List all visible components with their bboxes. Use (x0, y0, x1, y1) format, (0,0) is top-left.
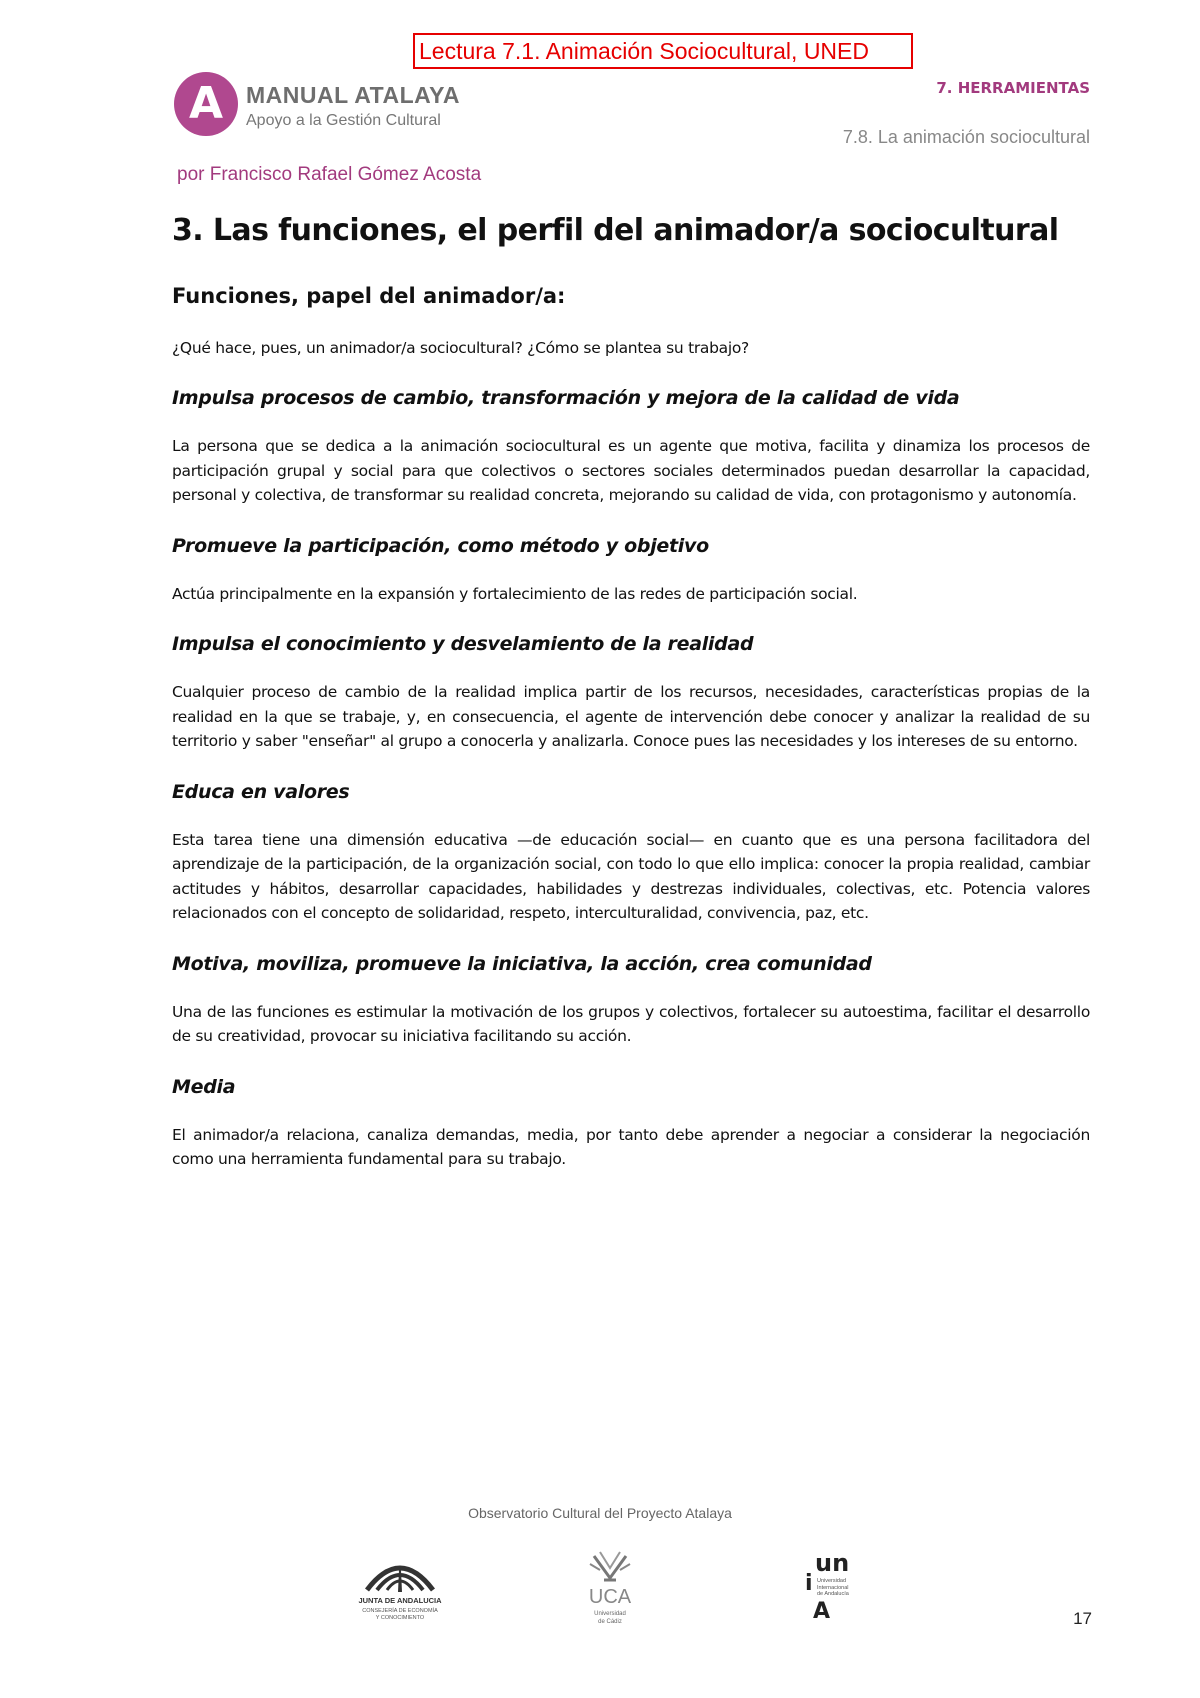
junta-sub-line: Y CONOCIMIENTO (375, 1615, 425, 1621)
function-heading: Motiva, moviliza, promueve la iniciativa, la acción, crea comunidad (172, 952, 872, 975)
main-content (172, 212, 1090, 1172)
footer-text: Observatorio Cultural del Proyecto Atalaya (468, 1505, 732, 1521)
uca-emblem-icon (580, 1548, 640, 1586)
function-text: Esta tarea tiene una dimensión educativa —de educación social— en cuanto que es una persona facilitadora del aprendizaje de la participación, de la organización social, con todo lo que ello implica: conocer la propia realidad, cambiar actitudes y hábitos, desarrollar capacidades, habilidades y destrezas individuales, colectivas, etc. Potencia valores relacionados con el concepto de solidaridad, respeto, interculturalidad, convivencia, paz, etc. (172, 830, 1090, 922)
uca-sub-line: de Cádiz (598, 1619, 622, 1625)
uca-subtitle (580, 1610, 640, 1626)
section-subtitle: Funciones, papel del animador/a: (172, 284, 566, 308)
logo-letter: A (188, 78, 224, 129)
page-title: 3. Las funciones, el perfil del animador/a sociocultural (172, 213, 1059, 248)
junta-andalucia-logo (355, 1548, 445, 1630)
function-heading: Impulsa el conocimiento y desvelamiento de la realidad (172, 633, 754, 655)
lectura-label: Lectura 7.1. Animación Sociocultural, UNED (413, 33, 913, 69)
unia-a: A (813, 1599, 831, 1624)
function-text: La persona que se dedica a la animación sociocultural es un agente que motiva, facilita y dinamiza los procesos de participación grupal y social para que colectivos o sectores sociales determinados puedan desarrollar la capacidad, personal y colectiva, de transformar su realidad concreta, mejorando su calidad de vida, con protagonismo y autonomía. (172, 437, 1090, 504)
function-text: Actúa principalmente en la expansión y fortalecimiento de las redes de participación social. (172, 584, 858, 603)
function-heading: Promueve la participación, como método y objetivo (172, 534, 709, 557)
function-text: Una de las funciones es estimular la motivación de los grupos y colectivos, fortalecer su autoestima, facilitar el desarrollo de su creatividad, provocar su iniciativa facilitando su acción. (172, 1002, 1090, 1045)
junta-sub-line: CONSEJERÍA DE ECONOMÍA (362, 1608, 438, 1614)
function-text: Cualquier proceso de cambio de la realidad implica partir de los recursos, necesidades, características propias de la realidad en la que se trabaje, y, en consecuencia, el agente de intervención debe conocer y analizar la realidad de su territorio y saber "enseñar" al grupo a conocerla y analizarla. Conoce pues las necesidades y los intereses de su entorno. (172, 683, 1090, 750)
unia-sub-line: Universidad (817, 1578, 847, 1584)
unia-sub-line: de Andalucía (817, 1591, 849, 1597)
uca-sub-line: Universidad (594, 1611, 626, 1617)
page-number: 17 (1073, 1609, 1092, 1628)
function-heading: Media (172, 1075, 236, 1098)
manual-atalaya-logo (174, 72, 474, 144)
function-heading: Educa en valores (172, 780, 350, 803)
unia-logo (805, 1549, 885, 1625)
uca-logo (580, 1548, 640, 1638)
uca-name: UCA (588, 1586, 632, 1608)
logo-subtitle: Apoyo a la Gestión Cultural (246, 112, 441, 129)
intro-question: ¿Qué hace, pues, un animador/a sociocultural? ¿Cómo se plantea su trabajo? (172, 339, 749, 357)
junta-subtitle (355, 1608, 445, 1622)
section-label: 7. HERRAMIENTAS (936, 79, 1090, 97)
subsection-label: 7.8. La animación sociocultural (842, 127, 1090, 147)
function-text: El animador/a relaciona, canaliza demandas, media, por tanto debe aprender a negociar a considerar la negociación como una herramienta fundamental para su trabajo. (172, 1125, 1090, 1168)
junta-arcs-icon (355, 1548, 445, 1594)
unia-sub-line: Internacional (817, 1584, 849, 1591)
junta-name: JUNTA DE ANDALUCIA (358, 1596, 442, 1605)
unia-subtitle (817, 1578, 849, 1598)
unia-un: un (815, 1549, 850, 1577)
author-line: por Francisco Rafael Gómez Acosta (177, 164, 482, 185)
function-heading: Impulsa procesos de cambio, transformación y mejora de la calidad de vida (172, 387, 960, 409)
logo-title: MANUAL ATALAYA (246, 82, 461, 108)
unia-i: i (805, 1571, 813, 1596)
